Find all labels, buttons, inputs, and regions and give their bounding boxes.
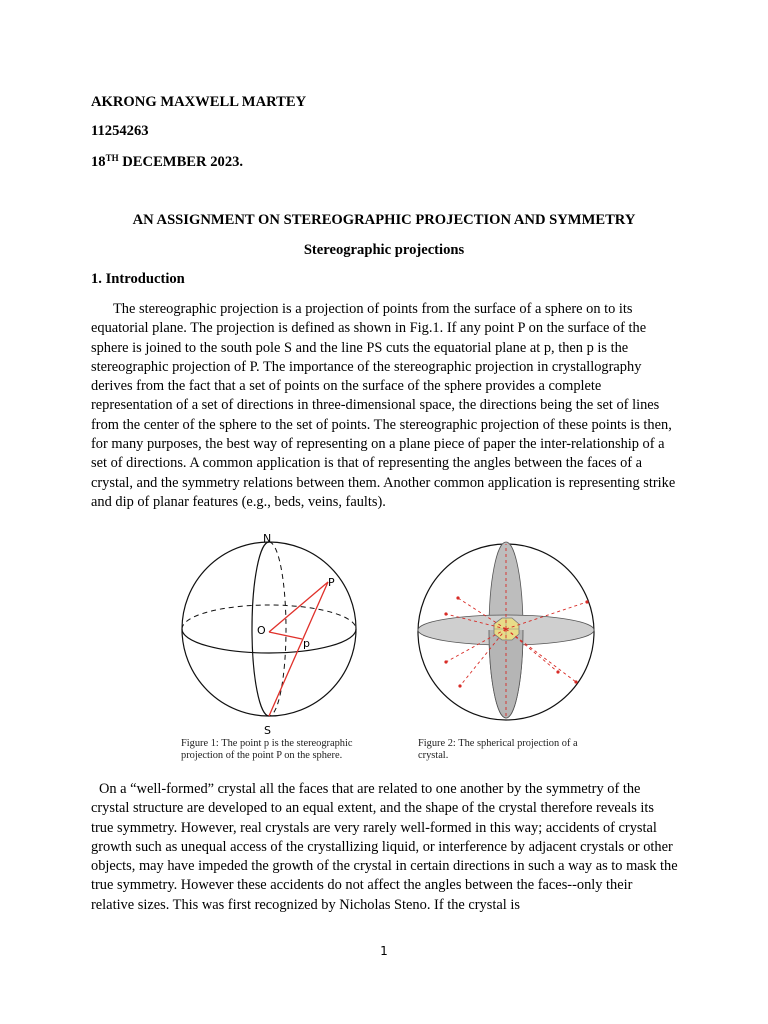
document-subtitle: Stereographic projections <box>303 242 465 258</box>
figure-2-caption-line2: crystal. <box>418 750 449 762</box>
label-projection: p <box>303 637 310 650</box>
intro-paragraph: The stereographic projection is a projection of points from the surface of a sphere on to its equatorial plane. The projection is defined as shown in Fig.1. If any point P on the surface of the sphere is joined to the south pole S and the line PS cuts the equatorial plane at p, then p is the stereographic projection of P. The importance of the stereographic projection in crystallography derives from the fact that a set of points on the surface of the sphere provides a complete representation of a set of directions in three-dimensional space, the directions being the set of lines from the center of the sphere to the set of points. The stereographic projection of these points is then, for many purposes, the best way of representing on a plane piece of paper the inter-relationship of a set of directions. A common application is that of representing the angles between the faces of a crystal, and the symmetry relations between them. Another common application is representing strike and dip of planar features (e.g., beds, veins, faults). <box>91 301 676 510</box>
page-number: 1 <box>380 944 388 958</box>
submission-date <box>91 153 243 171</box>
body-paragraph-2: On a “well-formed” crystal all the faces that are related to one another by the symmetry of the crystal structure are developed to an equal extent, and the shape of the crystal therefore reveals its true symmetry. However, real crystals are very rarely well-formed in this way; accidents of crystal growth such as unequal access of the crystallizing liquid, or interference by adjacent crystals or other objects, may have impeded the growth of the crystal in certain directions in such a way as to mask the true symmetry. However these accidents do not affect the angles between the faces--only their relative sizes. This was first recognized by Nicholas Steno. If the crystal is <box>91 781 678 913</box>
student-id: 11254263 <box>91 123 149 139</box>
label-center: O <box>257 624 266 637</box>
label-point: P <box>328 576 335 589</box>
label-north: N <box>263 532 272 545</box>
date-day: 18 <box>91 154 106 170</box>
figure-2-caption <box>418 738 578 763</box>
date-suffix: TH <box>105 153 119 163</box>
author-name: AKRONG MAXWELL MARTEY <box>91 94 307 110</box>
figure-1-caption <box>181 738 353 763</box>
section-heading: 1. Introduction <box>91 271 185 287</box>
document-title: AN ASSIGNMENT ON STEREOGRAPHIC PROJECTION AND SYMMETRY <box>132 212 636 228</box>
label-south: S <box>264 724 271 737</box>
figure-1-caption-line2: projection of the point P on the sphere. <box>181 750 343 762</box>
date-month-year: DECEMBER 2023. <box>118 154 244 170</box>
figure-2 <box>418 542 594 720</box>
figure-1-caption-line1: Figure 1: The point p is the stereographic <box>181 738 353 749</box>
figures <box>176 526 606 766</box>
figure-1 <box>182 532 356 737</box>
figure-2-caption-line1: Figure 2: The spherical projection of a <box>418 738 578 749</box>
figure-1-sphere-diagram <box>176 526 606 766</box>
